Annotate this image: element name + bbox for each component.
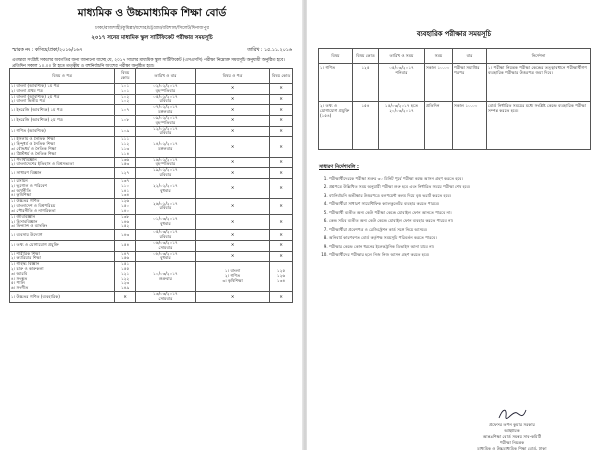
code-line: ১২৬	[121, 198, 130, 204]
subject-cell	[10, 199, 115, 214]
table-row	[10, 199, 293, 214]
subject-cell	[10, 178, 115, 198]
subject-line: ২। হিসাববিজ্ঞান	[11, 218, 38, 224]
code-cell-2: ✕	[270, 94, 293, 105]
code-line: ১২৭	[121, 169, 130, 175]
notes-heading: সাধারণ নির্দেশাবলি :	[319, 165, 359, 170]
code-line: ১৩৭	[121, 177, 130, 183]
date-cell	[136, 105, 196, 116]
subject-cell	[10, 137, 115, 157]
subject-cell-2: ✕	[195, 115, 269, 126]
date-cell	[136, 230, 196, 241]
subject-cell-2: ১। বাংলা ২। গণিত ৩। কৃষিশিক্ষা	[195, 262, 269, 292]
table-row	[10, 94, 293, 105]
schedule-title: ২০১৭ সনের মাধ্যমিক স্কুল সার্টিফিকেট পরীক্ষার সময়সূচি	[91, 34, 213, 41]
signatory-name: প্রফেসর তপন কুমার সরকার	[489, 422, 535, 427]
code-line: ১১০	[121, 182, 130, 188]
date-line: রবিবার	[159, 98, 172, 104]
subject-line: ২। হিন্দুধর্ম ও নৈতিক শিক্ষা	[11, 141, 55, 147]
subject-line: ১। ইংরেজি (আবশ্যিক) ১ম পত্র	[11, 106, 63, 112]
subject-cell	[10, 214, 115, 229]
date-line: বুধবার	[160, 187, 171, 193]
code-cell	[115, 84, 136, 95]
table-row	[10, 214, 293, 229]
code-cell	[115, 230, 136, 241]
code-cell	[115, 94, 136, 105]
date-line: ০১/০৩/২০১৭	[153, 216, 178, 222]
code-line: ১০৭	[121, 106, 130, 112]
date-cell	[136, 168, 196, 179]
subject-line: ১। তথ্য ও যোগাযোগ প্রযুক্তি	[11, 242, 59, 248]
code-cell	[115, 262, 136, 292]
signature-mark	[495, 406, 529, 422]
p-header-code: বিষয় কোড	[353, 49, 379, 64]
subject-line: ১। সাধারণ বিজ্ঞান	[11, 169, 42, 175]
code-cell	[115, 168, 136, 179]
code-cell	[115, 115, 136, 126]
subject-cell-2: ✕	[195, 292, 269, 303]
practical-schedule-table	[318, 48, 591, 150]
code-line: ১৪০	[121, 207, 130, 213]
subject-line: ১। ইসলাম ও নৈতিক শিক্ষা	[11, 136, 55, 142]
p-note: বোর্ড নির্ধারিত সময়ের মধ্যে সংশ্লিষ্ট কেন্দ্রে ব্যবহারিক পরীক্ষা সম্পন্ন করতে হবে।	[487, 102, 591, 150]
table-row	[10, 126, 293, 137]
date-line: বৃহস্পতিবার	[155, 161, 176, 167]
code-cell	[115, 137, 136, 157]
p-header-date: তারিখ ও সময়	[379, 49, 425, 64]
date-line: শুক্রবার	[158, 275, 172, 281]
p-time: প্রতিদিন	[425, 102, 453, 150]
date-cell	[136, 262, 196, 292]
table-row	[10, 84, 293, 95]
intro-paragraph: এতদ্বারা সংশ্লিষ্ট সকলের অবগতির জন্য জানানো যাচ্ছে যে, ২০১৭ সালের মাধ্যমিক স্কুল সার্টিফিকেট (এসএসসি) পরীক্ষা নিম্নোক্ত সময়সূচি অনুযায়ী অনুষ্ঠিত হবে। প্রতিদিন সকাল ১০.০০ টা হতে তত্ত্বীয় ও বহুনির্বাচনি অংশের পরীক্ষা অনুষ্ঠিত হবে।	[12, 57, 285, 70]
date-line: বুধবার	[160, 255, 171, 261]
table-row	[319, 102, 591, 150]
date-cell	[136, 115, 196, 126]
subject-line: ৩। অর্থনীতি	[11, 187, 31, 193]
board-list: ঢাকা/রাজশাহী/কুমিল্লা/যশোর/চট্টগ্রাম/বরিশাল/সিলেট/দিনাজপুর	[94, 26, 210, 31]
subject-line: ৫। পালি	[11, 280, 25, 286]
p-header-day: বার	[453, 49, 487, 64]
code-cell-2: ✕	[270, 84, 293, 95]
signatory-title-3: পরীক্ষা নিয়ন্ত্রক	[499, 440, 525, 446]
date-line: ১৩/০৩/২০১৭	[153, 291, 178, 297]
date-line: ০৮/০৩/২০১৭	[153, 250, 178, 256]
date-line: ১২/০২/২০১৭	[153, 125, 178, 131]
table-row	[10, 115, 293, 126]
date-line: ০৬/০৩/২০১৭	[153, 239, 178, 245]
practical-header-row	[319, 49, 591, 64]
date-cell	[136, 292, 196, 303]
code-cell	[115, 251, 136, 262]
subject-line: ৪। খ্রিস্টধর্ম ও নৈতিক শিক্ষা	[11, 150, 57, 156]
code-cell-2: ✕	[270, 137, 293, 157]
subject-line: ১। ব্যবসায় উদ্যোগ	[11, 231, 43, 237]
subject-line: ১। গণিত (আবশ্যিক)	[11, 128, 46, 134]
subject-cell	[10, 94, 115, 105]
code-cell-2: ✕	[270, 240, 293, 251]
date-cell	[136, 126, 196, 137]
date-line: ২২/০২/২০১৭	[153, 182, 178, 188]
date-line: মঙ্গলবার	[158, 109, 173, 115]
subject-cell	[10, 115, 115, 126]
subject-line: ২। ভূগোল ও পরিবেশ	[11, 182, 48, 188]
right-document-page	[306, 0, 600, 450]
subject-line: ৩। বৌদ্ধধর্ম ও নৈতিক শিক্ষা	[11, 145, 57, 151]
subject-line: ২। বাংলা প্রথম পত্র	[11, 87, 43, 93]
subject-line: ৩। পৌরনীতি ও নাগরিকতা	[11, 207, 56, 213]
code-cell	[115, 240, 136, 251]
signatory-title-1: আহ্বায়ক	[504, 428, 520, 434]
practical-title: ব্যবহারিক পরীক্ষার সময়সূচি	[416, 30, 492, 38]
code-line: ১০২	[121, 98, 130, 104]
subject-cell-2: ✕	[195, 214, 269, 229]
subject-line: ১। জীববিজ্ঞান	[11, 213, 36, 219]
code-line: ১৫০	[121, 203, 130, 209]
exam-schedule-table	[9, 68, 293, 303]
date-line: ১৬/০২/২০১৭	[153, 156, 178, 162]
date-line: রবিবার	[159, 130, 172, 136]
memo-row	[0, 47, 304, 55]
subject-line: ৪। সংস্কৃত	[11, 275, 28, 281]
code-cell-2: ✕	[270, 199, 293, 214]
subject-line: ২। বাংলা দ্বিতীয় পত্র	[11, 98, 46, 104]
code-cell-2: ✕	[270, 115, 293, 126]
code-line: ১১৩	[121, 145, 130, 151]
code-line: ১৫৪	[121, 242, 130, 248]
code-line: ১৪৩	[121, 231, 130, 237]
code-line: ১৪১	[121, 187, 130, 193]
subject-line: ৪। কৃষিশিক্ষা	[11, 192, 32, 198]
date-cell	[136, 199, 196, 214]
subject-cell-2: ✕	[195, 240, 269, 251]
p-time: সকাল ১০.০০	[425, 64, 453, 102]
code-line: ✕	[123, 293, 127, 299]
subject-line: ৩। ফিন্যান্স ও ব্যাংকিং	[11, 223, 48, 229]
date-line: সোমবার	[158, 295, 173, 301]
code-line: ১৩৪	[121, 192, 130, 198]
table-row	[10, 157, 293, 168]
date-line: ০৫/০২/২০১৭	[153, 93, 178, 99]
code-cell	[115, 178, 136, 198]
p-subject: ১। গণিত	[319, 64, 353, 102]
date-line: ১৯/০২/২০১৭	[153, 167, 178, 173]
subject-cell	[10, 157, 115, 168]
table-row	[10, 137, 293, 157]
header-date: তারিখ ও বার	[136, 69, 196, 84]
header-subject: বিষয় ও পত্র	[10, 69, 115, 84]
signatory-title-4: মাধ্যমিক ও উচ্চমাধ্যমিক শিক্ষা বোর্ড, ঢাকা	[477, 446, 547, 450]
p-header-time: সময়	[425, 49, 453, 64]
code-line: ১৪৬	[121, 218, 130, 224]
list-item: 9. পরীক্ষার কেন্দ্রে কোন ধরনের ইলেকট্রনিক ডিভাইস আনা যাবে না।	[329, 244, 589, 250]
subject-cell-2: ✕	[195, 94, 269, 105]
code-line: ১০৯	[121, 128, 130, 134]
subject-line: ৬। সংগীত	[11, 285, 29, 291]
code-cell-2: ✕	[270, 168, 293, 179]
code-cell-2: ✕	[270, 230, 293, 241]
subject-cell-2: ✕	[195, 199, 269, 214]
date-line: বৃহস্পতিবার	[155, 87, 176, 93]
code-cell	[115, 105, 136, 116]
date-cell	[136, 157, 196, 168]
code-cell-2: ✕	[270, 178, 293, 198]
code-line: ১৫১	[121, 261, 130, 267]
code-line: ১৪৭	[121, 250, 130, 256]
date-cell	[136, 251, 196, 262]
date-line: ০৭/০২/২০১৭	[153, 104, 178, 110]
date-line: বুধবার	[160, 220, 171, 226]
p-subject: ২। তথ্য ও যোগাযোগ প্রযুক্তি (১৫৪)	[319, 102, 353, 150]
table-row	[10, 230, 293, 241]
header-code-2: বিষয় কোড	[270, 69, 293, 84]
subject-cell	[10, 168, 115, 179]
subject-line: ৩। আরবি	[11, 270, 28, 276]
table-row	[10, 178, 293, 198]
table-row	[10, 105, 293, 116]
code-cell-2: ✕	[270, 251, 293, 262]
date-cell	[136, 214, 196, 229]
subject-cell	[10, 230, 115, 241]
p-date: ১৫/০৩/২০১৭ হতে ২০/০৩/২০১৭	[379, 102, 425, 150]
p-header-subject: বিষয়	[319, 49, 353, 64]
subject-line: ২। বাংলাদেশের ইতিহাস ও বিশ্বসভ্যতা	[11, 161, 74, 167]
signatory-title-2: আন্তঃশিক্ষা বোর্ড সমন্বয় সাব-কমিটি	[482, 434, 542, 440]
subject-cell-2: ✕	[195, 230, 269, 241]
subject-line: ১। পদার্থবিজ্ঞান	[11, 156, 37, 162]
p-date: ০৫/০৩/২০১৭ শনিবার	[379, 64, 425, 102]
table-row	[10, 168, 293, 179]
subject-cell-2: ✕	[195, 178, 269, 198]
list-item: 2. প্রশ্নপত্রে উল্লিখিত সময় অনুযায়ী পরীক্ষা শুরু হবে এবং নির্ধারিত সময়ে পরীক্ষা শেষ হবে।	[329, 184, 589, 190]
notes-list	[307, 176, 600, 258]
date-cell	[136, 94, 196, 105]
code-line: ১৫২	[121, 223, 130, 229]
subject-line: ২। চারু ও কারুকলা	[11, 265, 44, 271]
code-line: ১০১	[121, 87, 130, 93]
date-line: ০৯/০২/২০১৭	[153, 114, 178, 120]
code-line: ১৩৮	[121, 213, 130, 219]
list-item: 3. বহুনির্বাচনি অভীক্ষার উত্তরপত্রে বলপয়েন্ট কলম দিয়ে বৃত্ত ভরাট করতে হবে।	[329, 193, 589, 199]
p-day: সকাল ১০.০০	[453, 102, 487, 150]
board-title: মাধ্যমিক ও উচ্চমাধ্যমিক শিক্ষা বোর্ড	[77, 7, 227, 19]
memo-date: তারিখ : ১৫.১১.২০১৬	[247, 47, 292, 53]
subject-cell	[10, 251, 115, 262]
code-line: ১১১	[121, 136, 130, 142]
p-note: ১। পরীক্ষা নিয়ন্ত্রক পরীক্ষা কেন্দ্রের তত্ত্বাবধানে পরীক্ষার্থীগণ ব্যবহারিক পরীক্ষার উত্তরপত্র জমা দিবে।	[487, 64, 591, 102]
p-day: পরীক্ষা সমাপ্তির পরপর	[453, 64, 487, 102]
list-item: 7. পরীক্ষার্থীরা প্রবেশপত্র ও রেজিস্ট্রেশন কার্ড সঙ্গে নিয়ে আসবে।	[329, 227, 589, 233]
date-line: রবিবার	[159, 234, 172, 240]
code-cell	[115, 214, 136, 229]
code-cell	[115, 126, 136, 137]
list-item: 1. পরীক্ষার্থীদেরকে পরীক্ষা শুরুর ৩০ মিনিট পূর্বে পরীক্ষা কক্ষে আসন গ্রহণ করতে হবে।	[329, 176, 589, 182]
subject-cell-2: ✕	[195, 126, 269, 137]
schedule-header-row	[10, 69, 293, 84]
date-line: মঙ্গলবার	[158, 145, 173, 151]
date-cell	[136, 84, 196, 95]
subject-cell-2: ✕	[195, 251, 269, 262]
subject-line: ১। ইংরেজি (আবশ্যিক) ২য় পত্র	[11, 117, 63, 123]
code-line: ১০১	[121, 83, 130, 88]
code-cell-2: ✕	[270, 292, 293, 303]
code-line: ১৫৩	[121, 161, 130, 167]
code-cell-2: ✕	[270, 214, 293, 229]
subject-cell	[10, 84, 115, 95]
subject-line: ১। উচ্চতর গণিত	[11, 198, 40, 204]
code-cell-2: ✕	[270, 157, 293, 168]
code-cell-2: ✕	[270, 126, 293, 137]
header-subject-2: বিষয় ও পত্র	[195, 69, 269, 84]
date-line: ১০/০৩/২০১৭	[153, 270, 178, 276]
list-item: 5. পরীক্ষার্থী ব্যতীত অন্য কেউ পরীক্ষা কেন্দ্রে মোবাইল ফোন আনতে পারবে না।	[329, 210, 589, 216]
subject-cell	[10, 240, 115, 251]
subject-line: ১। উচ্চতর গণিত (ব্যবহারিক)	[11, 293, 60, 299]
subject-cell-2: ✕	[195, 84, 269, 95]
subject-line: ১। বাংলা (আবশ্যিক) ২য় পত্র	[11, 93, 60, 99]
code-cell	[115, 199, 136, 214]
code-line: ১৫৫	[121, 265, 130, 271]
p-header-note: নির্দেশনা	[487, 49, 591, 64]
table-row	[10, 262, 293, 292]
subject-line: ১। বাংলা (আবশ্যিক) ১ম পত্র	[11, 83, 60, 88]
code-cell	[115, 157, 136, 168]
date-cell	[136, 178, 196, 198]
list-item: 6. কেন্দ্র সচিব ব্যতীত অন্য কেউ কেন্দ্রে মোবাইল ফোন ব্যবহার করতে পারবে না।	[329, 218, 589, 224]
code-line: ১২৩	[121, 280, 130, 286]
date-line: ০২/০২/২০১৭	[153, 83, 178, 88]
memo-number: স্মারক নং : কসিয়ে/প্রকা/২০১৬/১৬৭	[12, 47, 83, 53]
date-line: ০৫/০৩/২০১৭	[153, 229, 178, 235]
signature-block	[457, 406, 567, 450]
subject-cell-2: ✕	[195, 137, 269, 157]
header-code: বিষয় কোড	[115, 69, 136, 84]
subject-cell-2: ✕	[195, 168, 269, 179]
code-line: ১২২	[121, 275, 130, 281]
table-row	[319, 64, 591, 102]
subject-line: ১। রসায়ন	[11, 177, 28, 183]
date-line: সোমবার	[158, 244, 173, 250]
list-item: 4. পরীক্ষার্থীরা সাধারণ সায়েন্টিফিক ক্যালকুলেটর ব্যবহার করতে পারবে।	[329, 201, 589, 207]
subject-cell	[10, 262, 115, 292]
date-line: রবিবার	[159, 172, 172, 178]
subject-cell	[10, 126, 115, 137]
code-cell	[115, 292, 136, 303]
code-line: ১১৪	[121, 150, 130, 156]
date-line: বৃহস্পতিবার	[155, 119, 176, 125]
table-row	[10, 292, 293, 303]
date-cell	[136, 240, 196, 251]
code-cell-2: ১২৫ ১২৬ ১৩৪	[270, 262, 293, 292]
table-row	[10, 240, 293, 251]
subject-line: ১। গার্হস্থ্য বিজ্ঞান	[11, 261, 40, 267]
code-line: ১৫৬	[121, 255, 130, 261]
subject-cell	[10, 292, 115, 303]
subject-line: ২। বাংলাদেশ ও বিশ্বপরিচয়	[11, 203, 56, 209]
date-cell	[136, 137, 196, 157]
subject-cell-2: ✕	[195, 105, 269, 116]
p-code: ১৫৪	[353, 102, 379, 150]
p-code: ১২৫	[353, 64, 379, 102]
code-cell-2: ✕	[270, 105, 293, 116]
code-line: ১৪৯	[121, 285, 130, 291]
list-item: 8. অনিবার্য কারণবশত বোর্ড কর্তৃপক্ষ সময়সূচি পরিবর্তন করতে পারবে।	[329, 235, 589, 241]
date-line: ২৬/০২/২০১৭	[153, 200, 178, 206]
subject-line: ২। ক্যারিয়ার শিক্ষা	[11, 255, 42, 261]
code-line: ১৩৬	[121, 156, 130, 162]
subject-cell	[10, 105, 115, 116]
table-row	[10, 251, 293, 262]
subject-line: ১। শারীরিক শিক্ষা	[11, 250, 40, 256]
date-line: ১৪/০২/২০১৭	[153, 141, 178, 147]
date-line: রবিবার	[159, 205, 172, 211]
subject-cell-2: ✕	[195, 157, 269, 168]
code-line: ১০৮	[121, 117, 130, 123]
code-line: ১২১	[121, 270, 130, 276]
code-line: ১১২	[121, 141, 130, 147]
code-line: ১০২	[121, 93, 130, 99]
list-item: 10. পরীক্ষার্থীদের পরীক্ষার হলে নিজ নিজ আসন গ্রহণ করতে হবে।	[329, 252, 589, 258]
